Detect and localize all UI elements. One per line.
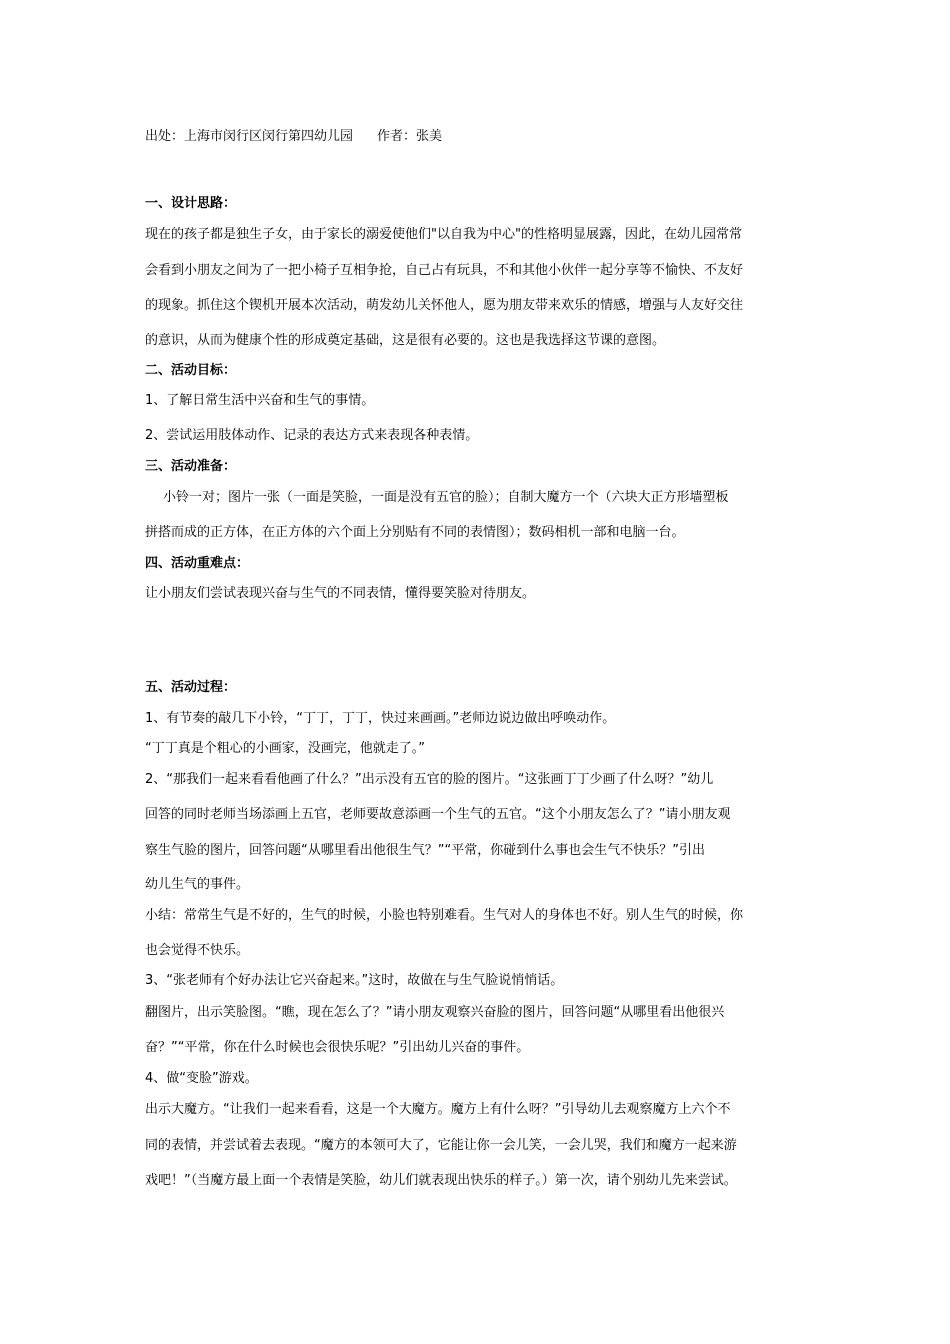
paragraph-line: 幼儿生气的事件。 [145,877,250,892]
section-heading-process: 五、活动过程： [145,680,237,695]
paragraph-line: 小铃一对；图片一张（一面是笑脸，一面是没有五官的脸）；自制大魔方一个（六块大正方形墙塑板 [163,490,729,505]
paragraph-line: 1、有节奏的敲几下小铃，“丁丁，丁丁，快过来画画。”老师边说边做出呼唤动作。 [145,711,616,726]
paragraph-line: 拼搭而成的正方体，在正方体的六个面上分别贴有不同的表情图）；数码相机一部和电脑一台。 [145,525,685,540]
paragraph-line: 戏吧！”（当魔方最上面一个表情是笑脸，幼儿们就表现出快乐的样子。）第一次，请个别幼儿先来尝试。 [145,1173,737,1188]
author-text: 作者：张美 [377,129,443,144]
summary-line: 小结：常常生气是不好的，生气的时候，小脸也特别难看。生气对人的身体也不好。别人生气的时候，你 [145,908,744,923]
section-heading-design: 一、设计思路： [145,196,237,211]
paragraph-line: 回答的同时老师当场添画上五官，老师要故意添画一个生气的五官。“这个小朋友怎么了？”请小朋友观 [145,807,731,822]
paragraph-line: 让小朋友们尝试表现兴奋与生气的不同表情，懂得要笑脸对待朋友。 [145,586,536,601]
paragraph-line: 会看到小朋友之间为了一把小椅子互相争抢，自己占有玩具，不和其他小伙伴一起分享等不愉快、不友好 [145,263,744,278]
paragraph-line: “丁丁真是个粗心的小画家，没画完，他就走了。” [145,741,425,756]
paragraph-line: 4、做“变脸”游戏。 [145,1071,258,1086]
source-text: 出处：上海市闵行区闵行第四幼儿园 [145,129,354,144]
paragraph-line: 的意识，从而为健康个性的形成奠定基础，这是很有必要的。这也是我选择这节课的意图。 [145,333,666,348]
section-heading-key: 四、活动重难点： [145,556,250,571]
list-item: 1、了解日常生活中兴奋和生气的事情。 [145,393,375,408]
section-heading-goals: 二、活动目标： [145,363,237,378]
summary-line: 也会觉得不快乐。 [145,943,250,958]
paragraph-line: 3、“张老师有个好办法让它兴奋起来。”这时，故做在与生气脸说悄悄话。 [145,973,564,988]
paragraph-line: 出示大魔方。“让我们一起来看看，这是一个大魔方。魔方上有什么呀？”引导幼儿去观察魔方上六个不 [145,1102,731,1117]
list-item: 2、尝试运用肢体动作、记录的表达方式来表现各种表情。 [145,428,479,443]
paragraph-line: 同的表情，并尝试着去表现。“魔方的本领可大了，它能让你一会儿笑，一会儿哭，我们和魔方一起来游 [145,1138,737,1153]
section-heading-prep: 三、活动准备： [145,459,237,474]
paragraph-line: 的现象。抓住这个锲机开展本次活动，萌发幼儿关怀他人，愿为朋友带来欢乐的情感，增强与人友好交往 [145,298,744,313]
paragraph-line: 奋？”“平常，你在什么时候也会很快乐呢？”引出幼儿兴奋的事件。 [145,1040,530,1055]
source-line [145,128,442,146]
paragraph-line: 察生气脸的图片，回答问题“从哪里看出他很生气？”“平常，你碰到什么事也会生气不快乐？”引出 [145,843,705,858]
paragraph-line: 翻图片，出示笑脸图。“瞧，现在怎么了？”请小朋友观察兴奋脸的图片，回答问题“从哪里看出他很兴 [145,1005,725,1020]
paragraph-line: 2、“那我们一起来看看他画了什么？”出示没有五官的脸的图片。“这张画丁丁少画了什么呀？”幼儿 [145,772,714,787]
paragraph-line: 现在的孩子都是独生子女，由于家长的溺爱使他们"以自我为中心"的性格明显展露，因此，在幼儿园常常 [145,227,742,242]
